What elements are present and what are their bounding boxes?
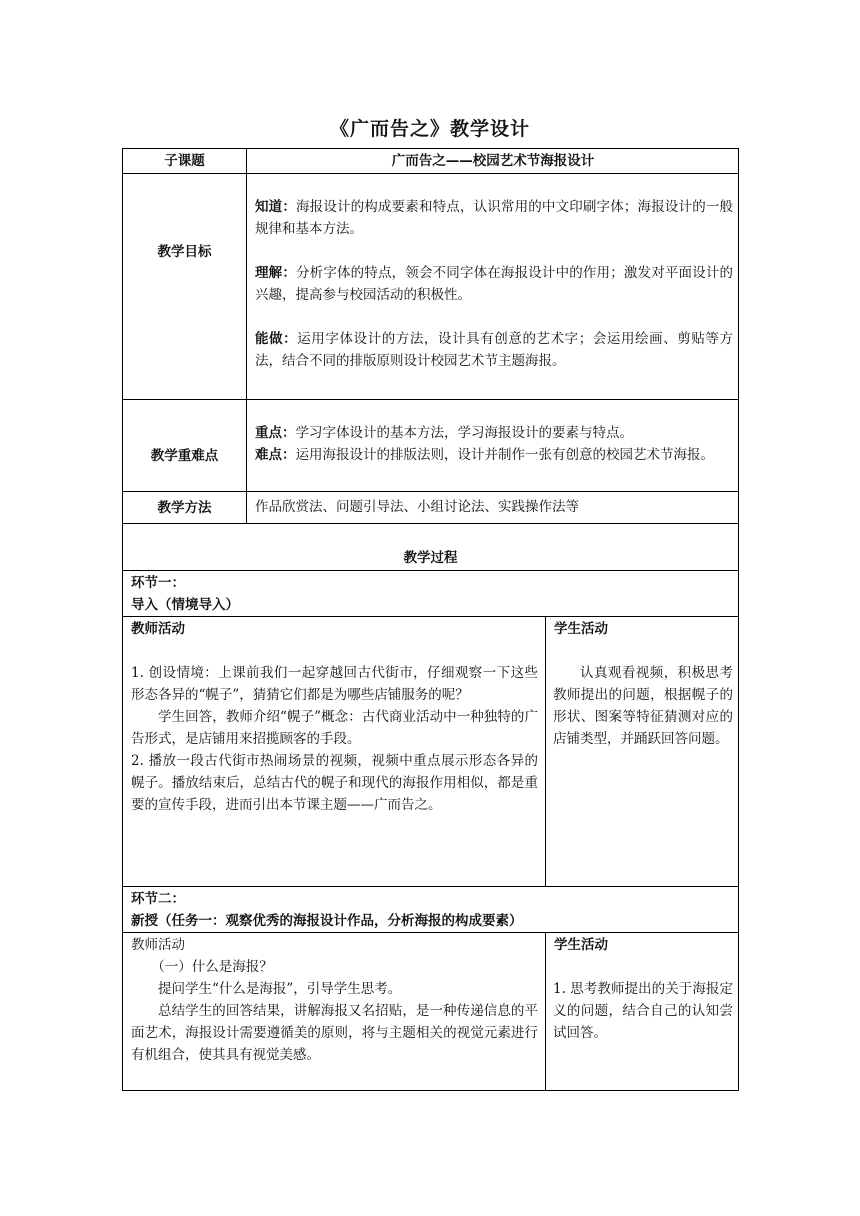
col-divider-stage2	[545, 932, 546, 1091]
objective-understand	[255, 262, 733, 306]
keypoint-important-text: 学习字体设计的基本方法，学习海报设计的要素与特点。	[295, 425, 633, 441]
methods-value: 作品欣赏法、问题引导法、小组讨论法、实践操作法等	[255, 499, 579, 515]
keypoints-label: 教学重难点	[150, 448, 219, 464]
stage2-teacher-p1: （一）什么是海报？	[151, 959, 273, 975]
process-heading: 教学过程	[403, 550, 458, 566]
stage1-title: 导入（情境导入）	[131, 597, 239, 613]
methods-label: 教学方法	[157, 499, 212, 516]
objective-do-text: 运用字体设计的方法，设计具有创意的艺术字；会运用绘画、剪贴等方法，结合不同的排版原则设计校园艺术节主题海报。	[255, 331, 734, 369]
keypoint-difficult	[255, 444, 733, 466]
stage2-teacher-p2: 提问学生“什么是海报”，引导学生思考。	[158, 981, 402, 997]
stage1-teacher-label: 教师活动	[131, 621, 185, 637]
objective-understand-text: 分析字体的特点，领会不同字体在海报设计中的作用；激发对平面设计的兴趣，提高参与校园活动的积极性。	[255, 265, 734, 303]
objectives-label: 教学目标	[157, 244, 212, 260]
keypoint-important	[255, 422, 733, 444]
keypoints-content	[255, 422, 733, 466]
stage1-teacher-p3: 2. 播放一段古代街市热闹场景的视频，视频中重点展示形态各异的幌子。播放结束后，总结古代的幌子和现代的海报作用相似，都是重要的宣传手段，进而引出本节课主题——广而告之。	[131, 753, 538, 813]
subtopic-label: 子课题	[164, 153, 205, 169]
stage1-teacher-p1: 1. 创设情境：上课前我们一起穿越回古代街市，仔细观察一下这些形态各异的“幌子”，猜猜它们都是为哪些店铺服务的呢？	[131, 665, 538, 703]
objective-understand-key: 理解：	[255, 265, 296, 281]
stage1-student-label: 学生活动	[554, 621, 608, 637]
objectives-content	[255, 196, 733, 372]
stage1-student-text: 认真观看视频，积极思考教师提出的问题，根据幌子的形状、图案等特征猜测对应的店铺类型，并踊跃回答问题。	[553, 665, 733, 747]
stage2-teacher-p3: 总结学生的回答结果，讲解海报又名招贴，是一种传递信息的平面艺术，海报设计需要遵循美的原则，将与主题相关的视觉元素进行有机组合，使其具有视觉美感。	[131, 1003, 538, 1063]
stage1-teacher-p2: 学生回答，教师介绍“幌子”概念：古代商业活动中一种独特的广告形式，是店铺用来招揽顾客的手段。	[131, 709, 538, 747]
objective-do-key: 能做：	[255, 331, 298, 347]
objective-know	[255, 196, 733, 240]
subtopic-value: 广而告之——校园艺术节海报设计	[391, 153, 595, 169]
page-title: 《广而告之》教学设计	[329, 118, 530, 140]
stage2-title: 新授（任务一：观察优秀的海报设计作品，分析海报的构成要素）	[131, 913, 523, 929]
stage1-name: 环节一：	[131, 575, 185, 591]
stage1-teacher-content	[131, 662, 538, 816]
objective-know-text: 海报设计的构成要素和特点，认识常用的中文印刷字体；海报设计的一般规律和基本方法。	[255, 199, 734, 237]
keypoint-difficult-text: 运用海报设计的排版法则，设计并制作一张有创意的校园艺术节海报。	[295, 447, 714, 463]
objective-do	[255, 328, 733, 372]
col-divider-stage1	[545, 616, 546, 887]
stage1-student-content	[553, 662, 733, 750]
stage2-student-content	[553, 978, 733, 1044]
keypoint-difficult-key: 难点：	[255, 447, 296, 463]
stage2-teacher-content	[131, 956, 538, 1066]
stage2-name: 环节二：	[131, 891, 185, 907]
stage2-teacher-label: 教师活动	[131, 937, 185, 953]
keypoint-important-key: 重点：	[255, 425, 296, 441]
objective-know-key: 知道：	[255, 199, 296, 215]
stage2-student-text: 1. 思考教师提出的关于海报定义的问题，结合自己的认知尝试回答。	[553, 981, 733, 1041]
stage2-student-label: 学生活动	[554, 937, 608, 953]
